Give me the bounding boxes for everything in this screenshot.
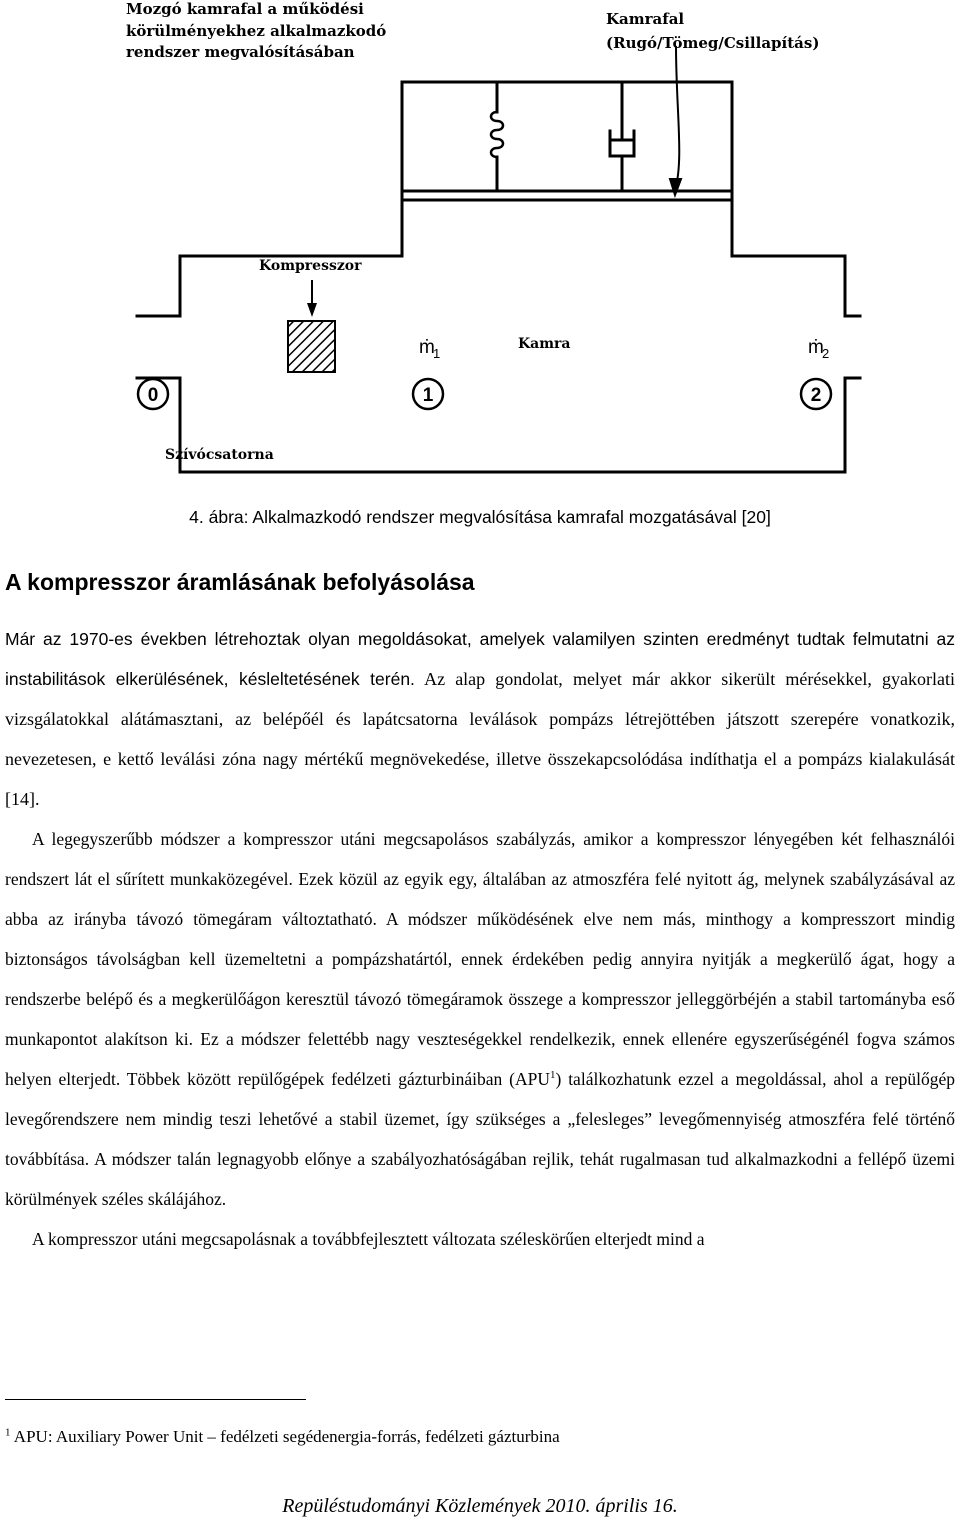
- figure-title-line: körülményekhez alkalmazkodó: [126, 22, 387, 40]
- figure-caption: 4. ábra: Alkalmazkodó rendszer megvalósítása kamrafal mozgatásával [20]: [189, 507, 771, 527]
- station-0: [138, 379, 168, 409]
- paragraph-2-text-cont: ) találkozhatunk ezzel a megoldással, ahol a repülőgép levegőrendszere nem mindig teszi lehetővé a stabil üzemet, így szükséges a „felesleges” levegőmennyiség atmoszféra felé történő továbbítása. A módszer talán legnagyobb előnye a szabályozhatóságában rejlik, tehát rugalmasan tud alkalmazkodni a fellépő üzemi körülmények széles skálájához.: [5, 1069, 955, 1209]
- paragraph-1: [5, 619, 955, 819]
- chamber-label: Kamra: [518, 336, 571, 352]
- m2-label: [808, 337, 829, 361]
- paragraph-3: A kompresszor utáni megcsapolásnak a továbbfejlesztett változata széleskörűen elterjedt mind a: [32, 1229, 705, 1249]
- body-text: [5, 619, 955, 1259]
- figure-title: [126, 0, 392, 61]
- footnote: [5, 1427, 560, 1447]
- wall-arrow-head: [670, 179, 681, 195]
- footnote-ref[interactable]: 1: [549, 1069, 556, 1082]
- figure-title-line: Mozgó kamrafal a működési: [126, 0, 364, 18]
- footnote-separator: [5, 1399, 306, 1400]
- svg-text:2: 2: [822, 346, 830, 361]
- svg-text:2: 2: [810, 385, 822, 406]
- wall-label-line: (Rugó/Tömeg/Csillapítás): [606, 34, 820, 52]
- svg-text:1: 1: [433, 346, 441, 361]
- paragraph-1-rest: Az alap gondolat, melyet már akkor sikerült mérésekkel, gyakorlati vizsgálatokkal alátámasztani, az belépőél és lapátcsatorna leválások pompázs létrejöttében játszott szerepére vonatkozik, nevezetesen, e kettő leválási zóna nagy mértékű megnövekedése, illetve összekapcsolódása indíthatja el a pompázs kialakulását [14].: [5, 669, 956, 809]
- paragraph-2-text: A legegyszerűbb módszer a kompresszor utáni megcsapolásos szabályzás, amikor a kompresszor lényegében két felhasználói rendszert lát el sűrített munkaközegével. Ezek közül az egyik egy, általában az atmoszféra felé nyitott ág, melynek szabályzásával az abba az irányba távozó tömegáram változtatható. A módszer működésének elve nem más, minthogy a kompresszort mindig biztonságos távolságban kell üzemeltetni a pompázshatártól, ennek érdekében pedig annyira nyitják a megkerülő ágat, hogy a rendszerbe belépő és a megkerülőágon keresztül távozó tömegáramok összege a kompresszor jelleggörbéjén a stabil tartományba eső munkapontot alakítson ki. Ez a módszer felettébb nagy veszteségekkel rendelkezik, ennek ellenére egyszerűségénél fogva számos helyen elterjedt. Többek között repülőgépek fedélzeti gázturbináiban (APU: [5, 829, 955, 1089]
- wall-label-line: Kamrafal: [606, 10, 685, 28]
- wall-arrow: [675, 46, 679, 190]
- svg-text:1: 1: [422, 385, 434, 406]
- footnote-marker: 1: [5, 1426, 11, 1439]
- spring-icon: [491, 112, 503, 157]
- intake-label: Szívócsatorna: [165, 447, 274, 463]
- svg-text:0: 0: [147, 385, 159, 406]
- svg-text:ṁ: ṁ: [808, 337, 824, 358]
- compressor-block: [288, 321, 335, 372]
- svg-text:ṁ: ṁ: [419, 337, 435, 358]
- footnote-text: APU: Auxiliary Power Unit – fedélzeti segédenergia-forrás, fedélzeti gázturbina: [10, 1427, 560, 1446]
- compressor-arrow-head: [307, 303, 317, 317]
- section-heading: A kompresszor áramlásának befolyásolása: [5, 569, 475, 595]
- chamber-outline-upper: [137, 204, 860, 316]
- page-footer: Repüléstudományi Közlemények 2010. április 16.: [282, 1495, 678, 1517]
- m1-label: [419, 337, 440, 361]
- station-2: [801, 379, 831, 409]
- paragraph-1-lead: Már az 1970-es években létrehoztak olyan megoldásokat, amelyek valamilyen szinten eredményt tudtak felmutatni az instabilitások elkerülésének, késleltetésének terén.: [5, 629, 955, 689]
- wall-label: [606, 10, 819, 52]
- compressor-label: Kompresszor: [259, 258, 362, 274]
- chamber-upper-frame: [402, 82, 732, 204]
- figure-title-line: rendszer megvalósításában: [126, 43, 355, 61]
- paragraph-2: [5, 819, 955, 1219]
- station-1: [413, 379, 443, 409]
- chamber-diagram: [0, 0, 960, 500]
